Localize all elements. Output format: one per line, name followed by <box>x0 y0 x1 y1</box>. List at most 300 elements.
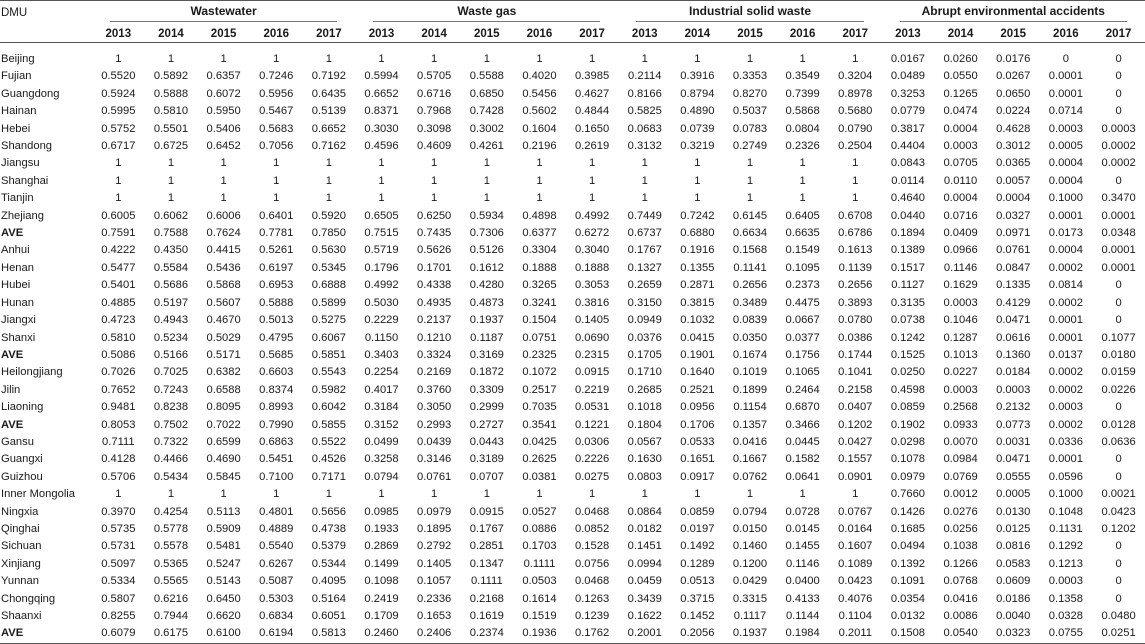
dmu-name: Beijing <box>1 53 35 65</box>
table-cell: 0.0984 <box>943 453 978 466</box>
table-cell: 0.0768 <box>943 575 978 588</box>
table-cell: 0.0002 <box>1101 157 1136 170</box>
table-cell: 0.5434 <box>153 470 189 483</box>
table-cell: 0.0298 <box>890 435 926 448</box>
table-cell: 0.3816 <box>574 296 610 309</box>
table-cell: 1 <box>588 488 596 501</box>
table-cell: 1 <box>641 192 648 205</box>
table-cell: 0.1622 <box>627 610 662 622</box>
table-cell: 0.0004 <box>943 192 978 205</box>
table-cell: 0.0443 <box>469 435 504 448</box>
table-cell: 0.4898 <box>522 209 557 222</box>
table-row <box>0 208 1145 225</box>
table-cell: 0.2619 <box>574 140 610 153</box>
table-cell: 0.0979 <box>890 470 926 483</box>
table-cell: 0.0323 <box>996 627 1031 640</box>
table-cell: 0.1202 <box>1101 522 1136 535</box>
table-cell: 1 <box>378 174 385 187</box>
table-cell: 0.0005 <box>1048 140 1083 153</box>
year-header: 2017 <box>316 27 342 40</box>
table-cell: 0.5401 <box>101 279 136 292</box>
table-cell: 0.0979 <box>417 505 452 518</box>
table-cell: 0.4795 <box>259 331 294 344</box>
dmu-name: AVE <box>1 348 24 361</box>
table-cell: 0.6634 <box>732 227 768 240</box>
table-cell: 0.1048 <box>1048 505 1083 518</box>
dmu-name: Jilin <box>1 383 21 396</box>
table-cell: 0.5630 <box>311 244 346 257</box>
table-cell: 0.1619 <box>469 610 504 622</box>
table-cell: 0.1492 <box>680 540 715 553</box>
table-cell: 0.3353 <box>732 70 768 83</box>
year-header: 2013 <box>105 27 132 40</box>
table-cell: 0.3403 <box>364 348 399 361</box>
table-cell: 0.0256 <box>943 522 978 535</box>
table-cell: 0.2851 <box>469 540 504 553</box>
table-cell: 1 <box>167 192 175 205</box>
table-cell: 0.4466 <box>153 453 189 466</box>
table-row <box>0 486 1145 503</box>
table-cell: 0.0886 <box>522 522 557 535</box>
table-cell: 0.0186 <box>996 592 1031 605</box>
table-row <box>0 68 1145 85</box>
table-cell: 0.8095 <box>206 401 241 414</box>
table-cell: 1 <box>852 157 859 170</box>
table-cell: 0.0527 <box>522 505 557 518</box>
table-cell: 0.0003 <box>943 140 978 153</box>
table-cell: 0.1098 <box>364 575 399 588</box>
table-cell: 0.6006 <box>206 209 241 222</box>
table-row <box>0 86 1145 103</box>
table-cell: 0.1150 <box>364 331 399 344</box>
table-cell: 0.7428 <box>469 105 504 118</box>
table-cell: 1 <box>641 53 648 65</box>
table-cell: 0.1653 <box>417 610 452 622</box>
dmu-name: Henan <box>1 261 34 274</box>
table-cell: 0.1078 <box>890 453 926 466</box>
table-cell: 0.0002 <box>1048 366 1083 379</box>
dmu-name: Shandong <box>1 140 53 153</box>
table-cell: 0.4526 <box>311 453 346 466</box>
table-cell: 0.0002 <box>1048 261 1083 274</box>
table-cell: 0.0439 <box>417 435 452 448</box>
table-cell: 0.5602 <box>522 105 557 118</box>
table-cell: 0.5543 <box>311 366 346 379</box>
table-cell: 0.1263 <box>574 592 610 605</box>
table-cell: 0.0533 <box>680 435 715 448</box>
table-cell: 0.5584 <box>153 261 189 274</box>
table-row <box>0 451 1145 468</box>
table-cell: 0.6377 <box>522 227 557 240</box>
table-cell: 0.3169 <box>469 348 504 361</box>
table-cell: 0.6175 <box>153 627 189 640</box>
table-cell: 0.5275 <box>311 314 346 327</box>
table-cell: 1 <box>536 488 543 501</box>
table-cell: 0.3970 <box>101 505 136 518</box>
table-cell: 0.5868 <box>785 105 820 118</box>
table-cell: 0.8374 <box>259 383 294 396</box>
year-header: 2013 <box>895 27 921 40</box>
table-cell: 0.5166 <box>153 348 189 361</box>
table-cell: 1 <box>431 53 438 65</box>
table-cell: 0.6620 <box>206 610 241 622</box>
average-row <box>0 417 1145 434</box>
table-cell: 0.5029 <box>206 331 241 344</box>
table-cell: 0.0705 <box>943 157 978 170</box>
table-cell: 0.1706 <box>680 418 715 431</box>
table-cell: 0.0917 <box>680 470 715 483</box>
table-cell: 0.0173 <box>1048 227 1083 240</box>
table-cell: 0.4889 <box>259 522 294 535</box>
table-cell: 0.0004 <box>1048 174 1083 187</box>
table-cell: 1 <box>641 157 648 170</box>
table-cell: 0.1146 <box>943 261 978 274</box>
table-cell: 0.1426 <box>890 505 926 518</box>
table-cell: 1 <box>167 488 175 501</box>
table-cell: 0.1072 <box>522 366 557 379</box>
table-cell: 0.0761 <box>996 244 1031 257</box>
table-cell: 0.4890 <box>680 105 715 118</box>
year-header: 2016 <box>789 27 816 40</box>
table-cell: 0.0847 <box>996 261 1031 274</box>
table-cell: 1 <box>273 174 280 187</box>
table-cell: 0.6652 <box>364 87 399 100</box>
table-row <box>0 469 1145 486</box>
year-header: 2015 <box>210 27 237 40</box>
table-cell: 1 <box>325 192 332 205</box>
table-cell: 0.0966 <box>943 244 978 257</box>
table-cell: 0.0354 <box>890 592 926 605</box>
table-cell: 0.0531 <box>574 401 610 414</box>
table-cell: 0.0365 <box>996 157 1031 170</box>
dmu-name: Shaanxi <box>1 610 42 622</box>
table-cell: 0.4628 <box>996 122 1031 135</box>
dmu-name: Jiangxi <box>1 314 36 327</box>
table-cell: 0.8993 <box>259 401 294 414</box>
table-cell: 0.7968 <box>417 105 452 118</box>
table-cell: 0.6100 <box>206 627 241 640</box>
table-cell: 0.0816 <box>996 540 1031 553</box>
table-cell: 0.2517 <box>522 383 557 396</box>
dmu-name: Heilongjiang <box>1 366 63 379</box>
table-cell: 0.1405 <box>574 314 610 327</box>
table-body <box>0 51 1145 643</box>
table-cell: 1 <box>588 157 596 170</box>
table-cell: 0.4640 <box>890 192 926 205</box>
table-cell: 0.0377 <box>785 331 820 344</box>
table-cell: 0.2869 <box>364 540 399 553</box>
table-cell: 1 <box>220 192 227 205</box>
table-cell: 0.3489 <box>732 296 768 309</box>
table-cell: 0.0407 <box>838 401 873 414</box>
table-cell: 0.1095 <box>785 261 820 274</box>
table-cell: 0.5365 <box>153 557 189 570</box>
table-cell: 0.5456 <box>522 87 557 100</box>
table-cell: 0.1146 <box>785 557 820 570</box>
table-cell: 1 <box>273 157 280 170</box>
table-cell: 1 <box>378 157 385 170</box>
table-cell: 0.7515 <box>364 227 399 240</box>
table-cell: 0.1357 <box>732 418 768 431</box>
table-cell: 0.0739 <box>680 122 715 135</box>
table-cell: 0.1111 <box>523 557 556 570</box>
table-row <box>0 573 1145 590</box>
table-cell: 0.1358 <box>1048 592 1083 605</box>
table-cell: 0.6401 <box>259 209 294 222</box>
table-cell: 0.0783 <box>732 122 768 135</box>
table-row <box>0 138 1145 155</box>
table-cell: 0.0128 <box>1101 418 1136 431</box>
table-cell: 0.1127 <box>891 279 925 292</box>
dmu-name: Liaoning <box>1 401 44 414</box>
table-cell: 0.7025 <box>153 366 189 379</box>
table-cell: 0.2229 <box>364 314 399 327</box>
table-cell: 0.0040 <box>996 610 1031 622</box>
table-cell: 0.3315 <box>732 592 768 605</box>
table-cell: 0.6062 <box>153 209 189 222</box>
table-cell: 0.5680 <box>838 105 873 118</box>
dmu-name: Shanghai <box>1 174 49 187</box>
table-cell: 0.5994 <box>364 70 399 83</box>
table-cell: 0.4801 <box>259 505 294 518</box>
table-cell: 0.8053 <box>101 418 136 431</box>
table-cell: 0.2132 <box>996 401 1031 414</box>
table-cell: 0.8978 <box>838 87 873 100</box>
table-cell: 0.4129 <box>996 296 1031 309</box>
table-cell: 0.0499 <box>364 435 399 448</box>
table-cell: 0.2659 <box>627 279 662 292</box>
table-cell: 0.2464 <box>785 383 820 396</box>
table-cell: 0 <box>1062 53 1069 65</box>
table-cell: 0.2219 <box>574 383 610 396</box>
table-cell: 0.1895 <box>417 522 452 535</box>
dmu-name: AVE <box>1 627 24 640</box>
table-cell: 1 <box>325 157 332 170</box>
table-cell: 1 <box>746 157 754 170</box>
table-cell: 0.0440 <box>890 209 926 222</box>
table-cell: 0.0001 <box>1048 70 1083 83</box>
table-cell: 0.0086 <box>943 610 978 622</box>
table-cell: 0.0767 <box>838 505 873 518</box>
table-cell: 0.1041 <box>838 366 873 379</box>
table-cell: 0.5406 <box>206 122 241 135</box>
table-cell: 0.5956 <box>259 87 294 100</box>
table-cell: 0.2011 <box>838 627 872 640</box>
table-cell: 0.0794 <box>364 470 399 483</box>
table-cell: 0 <box>1115 592 1122 605</box>
table-cell: 1 <box>694 157 701 170</box>
table-cell: 0.1077 <box>1101 331 1136 344</box>
table-cell: 0.5810 <box>153 105 189 118</box>
table-cell: 0.1221 <box>574 418 610 431</box>
table-cell: 0.1872 <box>469 366 504 379</box>
table-cell: 0.1242 <box>890 331 926 344</box>
table-cell: 0.0130 <box>996 505 1031 518</box>
table-cell: 0.5851 <box>311 348 346 361</box>
table-cell: 0.4723 <box>101 314 136 327</box>
dmu-name: Shanxi <box>1 331 36 344</box>
table-cell: 0.0400 <box>785 575 820 588</box>
table-cell: 0.1018 <box>627 401 662 414</box>
table-cell: 0.4609 <box>417 140 452 153</box>
table-row <box>0 382 1145 399</box>
table-cell: 0.0267 <box>996 70 1031 83</box>
table-cell: 0.1065 <box>785 366 820 379</box>
table-cell: 1 <box>115 192 122 205</box>
table-cell: 0.6880 <box>680 227 715 240</box>
table-cell: 0.0667 <box>785 314 820 327</box>
table-cell: 0.3541 <box>522 418 557 431</box>
table-cell: 0.6067 <box>311 331 346 344</box>
table-cell: 0.1451 <box>627 540 662 553</box>
table-cell: 0.6888 <box>311 279 346 292</box>
dmu-name: Zhejiang <box>1 209 44 222</box>
table-cell: 0.1767 <box>469 522 504 535</box>
table-cell: 1 <box>641 488 648 501</box>
table-cell: 0.5522 <box>311 435 346 448</box>
table-cell: 0.0814 <box>1048 279 1083 292</box>
table-cell: 0.5909 <box>206 522 241 535</box>
table-cell: 0.1937 <box>469 314 504 327</box>
table-cell: 0.7242 <box>680 209 715 222</box>
table-cell: 1 <box>746 192 754 205</box>
table-row <box>0 364 1145 381</box>
table-cell: 1 <box>167 53 175 65</box>
table-cell: 0.1289 <box>680 557 715 570</box>
table-cell: 0.5303 <box>259 592 294 605</box>
table-cell: 0.5807 <box>101 592 136 605</box>
table-cell: 0.1640 <box>680 366 715 379</box>
table-cell: 0.5778 <box>153 522 189 535</box>
table-cell: 0.2137 <box>417 314 452 327</box>
table-row <box>0 608 1145 625</box>
table-row <box>0 504 1145 521</box>
table-cell: 1 <box>431 192 438 205</box>
table-cell: 0.6786 <box>838 227 873 240</box>
year-header: 2013 <box>631 27 658 40</box>
table-cell: 0.1936 <box>522 627 557 640</box>
table-cell: 0.6405 <box>785 209 820 222</box>
table-cell: 0.3549 <box>785 70 820 83</box>
table-cell: 0.4017 <box>364 383 399 396</box>
table-cell: 1 <box>746 174 754 187</box>
table-cell: 0.0423 <box>838 575 873 588</box>
table-cell: 0.3012 <box>996 140 1031 153</box>
table-cell: 0.0471 <box>996 453 1031 466</box>
table-cell: 1 <box>483 488 490 501</box>
table-cell: 0.0471 <box>996 314 1031 327</box>
table-cell: 0.4280 <box>469 279 504 292</box>
table-cell: 1 <box>641 174 648 187</box>
table-cell: 0.2373 <box>785 279 820 292</box>
table-cell: 0.1796 <box>364 261 399 274</box>
table-cell: 0.4404 <box>890 140 926 153</box>
table-cell: 0.4885 <box>101 296 136 309</box>
table-cell: 0.1187 <box>470 331 504 344</box>
table-cell: 0.5578 <box>153 540 189 553</box>
year-header: 2015 <box>1000 27 1026 40</box>
table-cell: 0.5950 <box>206 105 241 118</box>
table-cell: 0.1460 <box>732 540 768 553</box>
table-cell: 0.0423 <box>1101 505 1136 518</box>
table-cell: 0.3184 <box>364 401 399 414</box>
table-cell: 0.0227 <box>943 366 978 379</box>
dmu-name: Chongqing <box>1 592 56 605</box>
table-cell: 0.6717 <box>101 140 136 153</box>
table-cell: 0.2001 <box>627 627 662 640</box>
table-cell: 0.5247 <box>206 557 241 570</box>
table-cell: 1 <box>273 192 280 205</box>
table-cell: 0.5626 <box>417 244 452 257</box>
table-cell: 0.2114 <box>628 70 662 83</box>
table-cell: 0.0468 <box>574 575 610 588</box>
table-cell: 0.0164 <box>838 522 873 535</box>
table-cell: 0.0031 <box>996 435 1031 448</box>
table-cell: 0.5920 <box>311 209 346 222</box>
table-cell: 0.1405 <box>417 557 452 570</box>
table-cell: 0.7624 <box>206 227 241 240</box>
table-cell: 0.1710 <box>627 366 662 379</box>
year-header: 2014 <box>947 27 974 40</box>
table-cell: 0.6267 <box>259 557 294 570</box>
table-cell: 0.0445 <box>785 435 820 448</box>
dmu-name: Qinghai <box>1 522 40 535</box>
table-cell: 0.2625 <box>522 453 557 466</box>
dmu-name: Hunan <box>1 296 34 309</box>
table-cell: 0.1888 <box>522 261 557 274</box>
table-cell: 0 <box>1115 53 1122 65</box>
table-cell: 0.1213 <box>1048 557 1083 570</box>
table-cell: 0.2169 <box>417 366 452 379</box>
dmu-name: Ningxia <box>1 505 39 518</box>
table-cell: 0.6452 <box>206 140 241 153</box>
table-cell: 0.1916 <box>680 244 715 257</box>
table-cell: 0 <box>1115 70 1122 83</box>
table-cell: 0.6145 <box>732 209 768 222</box>
table-cell: 0.3135 <box>890 296 926 309</box>
table-cell: 0.0182 <box>627 522 662 535</box>
table-cell: 0.3030 <box>364 122 399 135</box>
table-cell: 0.2056 <box>680 627 715 640</box>
table-cell: 0.1154 <box>733 401 767 414</box>
table-cell: 0.0616 <box>996 331 1031 344</box>
table-cell: 0.4992 <box>364 279 399 292</box>
table-row <box>0 591 1145 608</box>
table-cell: 0.2999 <box>469 401 504 414</box>
table-cell: 0.7660 <box>890 488 926 501</box>
table-cell: 1 <box>852 192 859 205</box>
table-cell: 0.1937 <box>732 627 768 640</box>
table-cell: 0.5143 <box>206 575 241 588</box>
table-cell: 0.5501 <box>153 122 189 135</box>
table-cell: 1 <box>799 53 806 65</box>
table-cell: 1 <box>694 174 701 187</box>
table-cell: 0.3466 <box>785 418 820 431</box>
table-cell: 0.0003 <box>1048 401 1083 414</box>
table-cell: 0.0021 <box>1101 488 1136 501</box>
year-header: 2017 <box>842 27 869 40</box>
table-cell: 0 <box>1115 540 1122 553</box>
dmu-name: Xinjiang <box>1 557 41 570</box>
table-cell: 1 <box>536 192 543 205</box>
table-cell: 1 <box>852 53 859 65</box>
table-cell: 0.1032 <box>680 314 715 327</box>
table-cell: 0.4133 <box>785 592 820 605</box>
table-cell: 0.5924 <box>101 87 136 100</box>
table-cell: 0.0852 <box>574 522 610 535</box>
table-cell: 0.6216 <box>153 592 189 605</box>
table-cell: 0.3265 <box>522 279 557 292</box>
